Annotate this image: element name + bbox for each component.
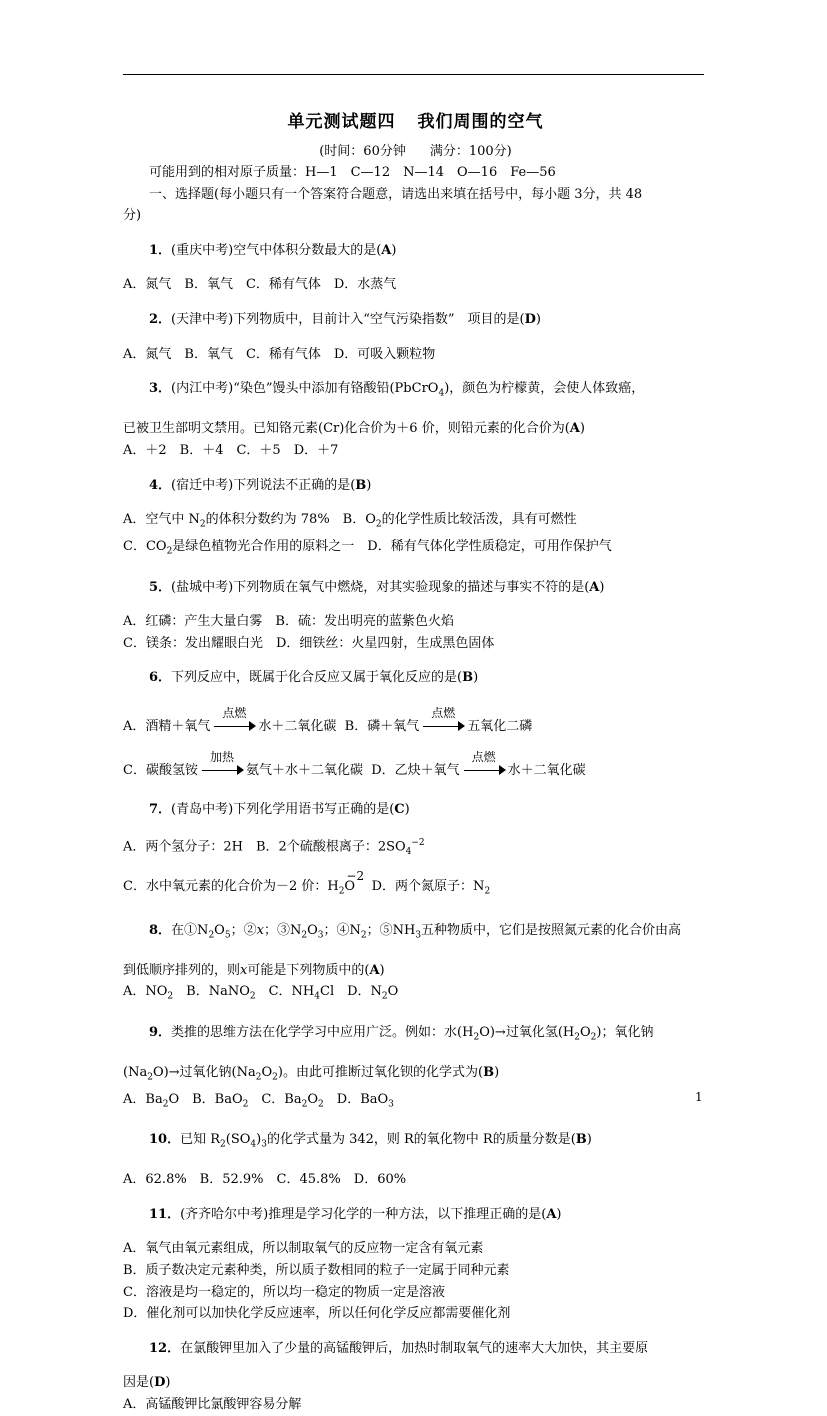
paren: ) bbox=[379, 962, 385, 978]
reactants: C．碳酸氢铵 bbox=[123, 762, 198, 778]
question-number: 4． bbox=[149, 477, 172, 493]
paren: ) bbox=[586, 1132, 592, 1148]
question-2 bbox=[123, 309, 708, 365]
stem-text: O bbox=[579, 1024, 591, 1040]
subscript: 2 bbox=[301, 1099, 308, 1110]
exam-score: 满分：100分) bbox=[429, 144, 512, 159]
subscript: 2 bbox=[166, 546, 173, 557]
option-text: C．CO bbox=[123, 539, 167, 555]
question-stem: (盐城中考)下列物质在氧气中燃烧，对其实验现象的描述与事实不符的是( bbox=[171, 579, 590, 595]
option-text: 的化学性质比较活泼，具有可燃性 bbox=[381, 512, 577, 528]
exam-meta bbox=[123, 142, 708, 162]
options: A．62.8% B．52.9% C．45.8% D．60% bbox=[123, 1172, 407, 1188]
reaction-condition: 点燃 bbox=[431, 706, 456, 721]
subscript: 2 bbox=[484, 886, 491, 897]
option-d: D．催化剂可以加快化学反应速率，所以任何化学反应都需要催化剂 bbox=[123, 1306, 511, 1322]
subscript: 2 bbox=[338, 886, 345, 897]
option-text: 的体积分数约为 78% B．O bbox=[205, 512, 376, 528]
stem-text: )；氧化钠 bbox=[596, 1024, 654, 1040]
option-text: C．水中氧元素的化合价为－2 价：H bbox=[123, 878, 339, 894]
question-4 bbox=[123, 475, 708, 564]
options-cd bbox=[123, 742, 708, 786]
question-number: 7． bbox=[149, 801, 172, 817]
question-stem: 在氯酸钾里加入了少量的高锰酸钾后，加热时制取氧气的速率大大加快，其主要原 bbox=[180, 1340, 649, 1356]
option-a: A．氧气由氧元素组成，所以制取氧气的反应物一定含有氧元素 bbox=[123, 1241, 484, 1257]
question-stem: (青岛中考)下列化学用语书写正确的是( bbox=[171, 801, 395, 817]
stem-text: ；③N bbox=[263, 922, 302, 938]
stem-text: O)→过氧化钠(Na bbox=[152, 1064, 256, 1080]
products: 水＋二氧化碳 bbox=[258, 718, 337, 734]
subscript: 3 bbox=[415, 930, 422, 941]
question-number: 5． bbox=[149, 579, 172, 595]
option-text: 是绿色植物光合作用的原料之一 D．稀有气体化学性质稳定，可用作保护气 bbox=[172, 539, 612, 555]
question-stem-line2: 因是( bbox=[123, 1375, 155, 1391]
options bbox=[123, 1089, 708, 1116]
stem-text: 在①N bbox=[171, 922, 209, 938]
question-stem: (天津中考)下列物质中，目前计入“空气污染指数” 项目的是( bbox=[171, 311, 525, 327]
options: A．氮气 B．氧气 C．稀有气体 D．可吸入颗粒物 bbox=[123, 346, 436, 362]
subscript: 2 bbox=[574, 1032, 580, 1043]
paren: ) bbox=[494, 1064, 500, 1080]
stem-text: (SO bbox=[225, 1132, 251, 1148]
exam-time: (时间：60分钟 bbox=[319, 144, 406, 159]
variable-x: x bbox=[240, 962, 248, 978]
paren: ) bbox=[599, 579, 605, 595]
stem-text: )。由此可推断过氧化钡的化学式为( bbox=[277, 1064, 484, 1080]
option-text: A．空气中 N bbox=[123, 512, 200, 528]
stem-text: 的化学式量为 342，则 R的氧化物中 R的质量分数是( bbox=[266, 1132, 576, 1148]
answer: A bbox=[569, 421, 580, 437]
options-cd bbox=[123, 864, 708, 907]
stem-text: 类推的思维方法在化学学习中应用广泛。例如：水(H bbox=[171, 1024, 474, 1040]
option-text: B．NaNO bbox=[173, 984, 250, 1000]
subscript: 2 bbox=[590, 1032, 597, 1043]
reaction-condition: 点燃 bbox=[471, 750, 496, 765]
stem-text: ；② bbox=[230, 922, 257, 938]
option-text: A．NO bbox=[123, 984, 168, 1000]
stem-text: 可能是下列物质中的( bbox=[247, 962, 370, 978]
reaction-arrow-icon bbox=[421, 706, 465, 733]
paren: ) bbox=[404, 801, 410, 817]
subscript: 2 bbox=[255, 1072, 262, 1083]
option-c: C．溶液是均一稳定的，所以均一稳定的物质一定是溶液 bbox=[123, 1284, 445, 1300]
answer: A bbox=[589, 579, 600, 595]
option-text: A．Ba bbox=[123, 1091, 163, 1107]
question-stem-line2: 已被卫生部明文禁用。已知铬元素(Cr)化合价为＋6 价，则铅元素的化合价为( bbox=[123, 421, 570, 437]
charge-label: −2 bbox=[346, 868, 365, 883]
subscript: 2 bbox=[220, 1139, 226, 1150]
reactants: A．酒精＋氧气 bbox=[123, 718, 211, 734]
options-ab bbox=[123, 833, 708, 864]
subscript: 2 bbox=[360, 930, 367, 941]
question-number: 2． bbox=[149, 311, 172, 327]
option-text: O B．BaO bbox=[168, 1091, 243, 1107]
subscript: 2 bbox=[162, 1099, 169, 1110]
reactants: D．乙炔＋氧气 bbox=[371, 762, 460, 778]
subscript: 2 bbox=[208, 930, 215, 941]
header-rule bbox=[123, 74, 704, 75]
question-number: 9． bbox=[149, 1024, 172, 1040]
options bbox=[123, 981, 708, 1008]
option-text: Cl D．N bbox=[320, 984, 382, 1000]
option-text: O bbox=[387, 984, 399, 1000]
stem-text: ) bbox=[256, 1132, 262, 1148]
stem-text: ；⑤NH bbox=[366, 922, 416, 938]
reactants: B．磷＋氧气 bbox=[344, 718, 420, 734]
option-text: D．BaO bbox=[323, 1091, 389, 1107]
stem-text: O bbox=[307, 922, 318, 938]
subscript: 2 bbox=[199, 519, 206, 530]
question-number: 12． bbox=[149, 1340, 181, 1356]
subscript: 5 bbox=[224, 930, 231, 941]
option-text: C．Ba bbox=[248, 1091, 302, 1107]
subscript: 4 bbox=[314, 991, 321, 1002]
subscript: 2 bbox=[147, 1072, 153, 1083]
stem-text: O bbox=[214, 922, 225, 938]
stem-text: 到低顺序排列的，则 bbox=[123, 962, 241, 978]
page-number: 1 bbox=[695, 1090, 703, 1104]
question-5 bbox=[123, 577, 708, 655]
products: 氨气＋水＋二氧化碳 bbox=[245, 762, 363, 778]
question-9 bbox=[123, 1022, 708, 1117]
paren: ) bbox=[391, 242, 397, 258]
section-heading-cont: 分) bbox=[123, 208, 142, 224]
stem-text: O bbox=[261, 1064, 273, 1080]
options-cd bbox=[123, 536, 708, 563]
subscript: 4 bbox=[405, 847, 412, 858]
question-12 bbox=[123, 1338, 708, 1416]
options-cd: C．镁条：发出耀眼白光 D．细铁丝：火星四射，生成黑色固体 bbox=[123, 635, 495, 651]
question-number: 3． bbox=[149, 381, 172, 397]
options-ab: A．红磷：产生大量白雾 B．硫：发出明亮的蓝紫色火焰 bbox=[123, 614, 454, 630]
paren: ) bbox=[165, 1375, 171, 1391]
reaction-condition: 加热 bbox=[209, 750, 234, 765]
answer: B bbox=[575, 1132, 587, 1148]
options: A．氮气 B．氧气 C．稀有气体 D．水蒸气 bbox=[123, 277, 397, 293]
reaction-arrow-icon bbox=[200, 750, 244, 777]
reaction-arrow-icon bbox=[212, 706, 256, 733]
option-text: O bbox=[307, 1091, 319, 1107]
question-number: 8． bbox=[149, 922, 172, 938]
subscript: 4 bbox=[438, 388, 445, 399]
subscript: 3 bbox=[317, 930, 324, 941]
answer: A bbox=[546, 1206, 557, 1222]
reaction-arrow-icon bbox=[462, 750, 506, 777]
answer: B bbox=[355, 477, 367, 493]
stem-text: ；④N bbox=[323, 922, 361, 938]
subscript: 2 bbox=[375, 519, 382, 530]
answer: D bbox=[524, 311, 536, 327]
question-1 bbox=[123, 240, 708, 296]
subscript: 2 bbox=[381, 991, 388, 1002]
answer: C bbox=[394, 801, 405, 817]
option-text: C．NH bbox=[255, 984, 315, 1000]
page-title bbox=[123, 110, 708, 134]
subscript: 2 bbox=[318, 1099, 324, 1110]
paren: ) bbox=[579, 421, 585, 437]
answer: B bbox=[483, 1064, 495, 1080]
question-stem-cont: )，颜色为柠檬黄，会使人体致癌， bbox=[444, 381, 645, 397]
answer: D bbox=[154, 1375, 166, 1391]
question-stem: (重庆中考)空气中体积分数最大的是( bbox=[171, 242, 382, 258]
question-number: 11． bbox=[149, 1206, 181, 1222]
question-stem: (内江中考)“染色”馒头中添加有铬酸铅(PbCrO bbox=[171, 381, 439, 397]
subscript: 2 bbox=[272, 1072, 278, 1083]
subscript: 4 bbox=[250, 1139, 257, 1150]
title-topic: 我们周围的空气 bbox=[417, 112, 544, 132]
atomic-masses: 可能用到的相对原子质量：H—1 C—12 N—14 O—16 Fe—56 bbox=[149, 165, 556, 180]
title-unit: 单元测试题四 bbox=[287, 112, 396, 132]
superscript: −2 bbox=[411, 838, 425, 849]
question-number: 1． bbox=[149, 242, 172, 258]
subscript: 3 bbox=[388, 1099, 394, 1110]
subscript: 2 bbox=[473, 1032, 480, 1043]
subscript: 2 bbox=[301, 930, 308, 941]
paren: ) bbox=[473, 670, 479, 686]
paren: ) bbox=[535, 311, 541, 327]
stem-text: 五种物质中，它们是按照氮元素的化合价由高 bbox=[421, 922, 682, 938]
option-text: D．两个氮原子：N bbox=[371, 878, 485, 894]
stem-text: (Na bbox=[123, 1064, 148, 1080]
question-7 bbox=[123, 799, 708, 907]
question-3 bbox=[123, 378, 708, 461]
products: 水＋二氧化碳 bbox=[507, 762, 586, 778]
option-b: B．质子数决定元素种类，所以质子数相同的粒子一定属于同种元素 bbox=[123, 1263, 510, 1279]
subscript: 3 bbox=[261, 1139, 267, 1150]
stem-text: 已知 R bbox=[180, 1132, 221, 1148]
question-stem: 下列反应中，既属于化合反应又属于氧化反应的是( bbox=[171, 670, 463, 686]
options-ab bbox=[123, 702, 708, 742]
question-6 bbox=[123, 667, 708, 786]
stem-text: O)→过氧化氢(H bbox=[479, 1024, 575, 1040]
variable-x: x bbox=[256, 922, 264, 938]
answer: A bbox=[369, 962, 380, 978]
element: O bbox=[344, 878, 356, 894]
answer: B bbox=[462, 670, 474, 686]
subscript: 2 bbox=[242, 1099, 249, 1110]
section-heading: 一、选择题(每小题只有一个答案符合题意，请选出来填在括号中，每小题 3分，共 48 bbox=[149, 186, 643, 202]
options-ab bbox=[123, 509, 708, 536]
question-8 bbox=[123, 920, 708, 1009]
reaction-condition: 点燃 bbox=[222, 706, 247, 721]
products: 五氧化二磷 bbox=[467, 718, 533, 734]
option-text: A．两个氢分子：2H B．2个硫酸根离子：2SO bbox=[123, 839, 406, 855]
question-number: 6． bbox=[149, 670, 172, 686]
question-number: 10． bbox=[149, 1132, 181, 1148]
question-11 bbox=[123, 1204, 708, 1325]
answer: A bbox=[381, 242, 392, 258]
option-a: A．高锰酸钾比氯酸钾容易分解 bbox=[123, 1397, 302, 1413]
question-10 bbox=[123, 1129, 708, 1191]
worksheet bbox=[123, 110, 708, 1416]
question-stem: (宿迁中考)下列说法不正确的是( bbox=[171, 477, 356, 493]
subscript: 2 bbox=[249, 991, 256, 1002]
paren: ) bbox=[366, 477, 372, 493]
paren: ) bbox=[556, 1206, 562, 1222]
oxidation-state bbox=[344, 868, 365, 902]
subscript: 2 bbox=[167, 991, 174, 1002]
question-stem: (齐齐哈尔中考)推理是学习化学的一种方法，以下推理正确的是( bbox=[180, 1206, 547, 1222]
options: A．＋2 B．＋4 C．＋5 D．＋7 bbox=[123, 442, 339, 458]
